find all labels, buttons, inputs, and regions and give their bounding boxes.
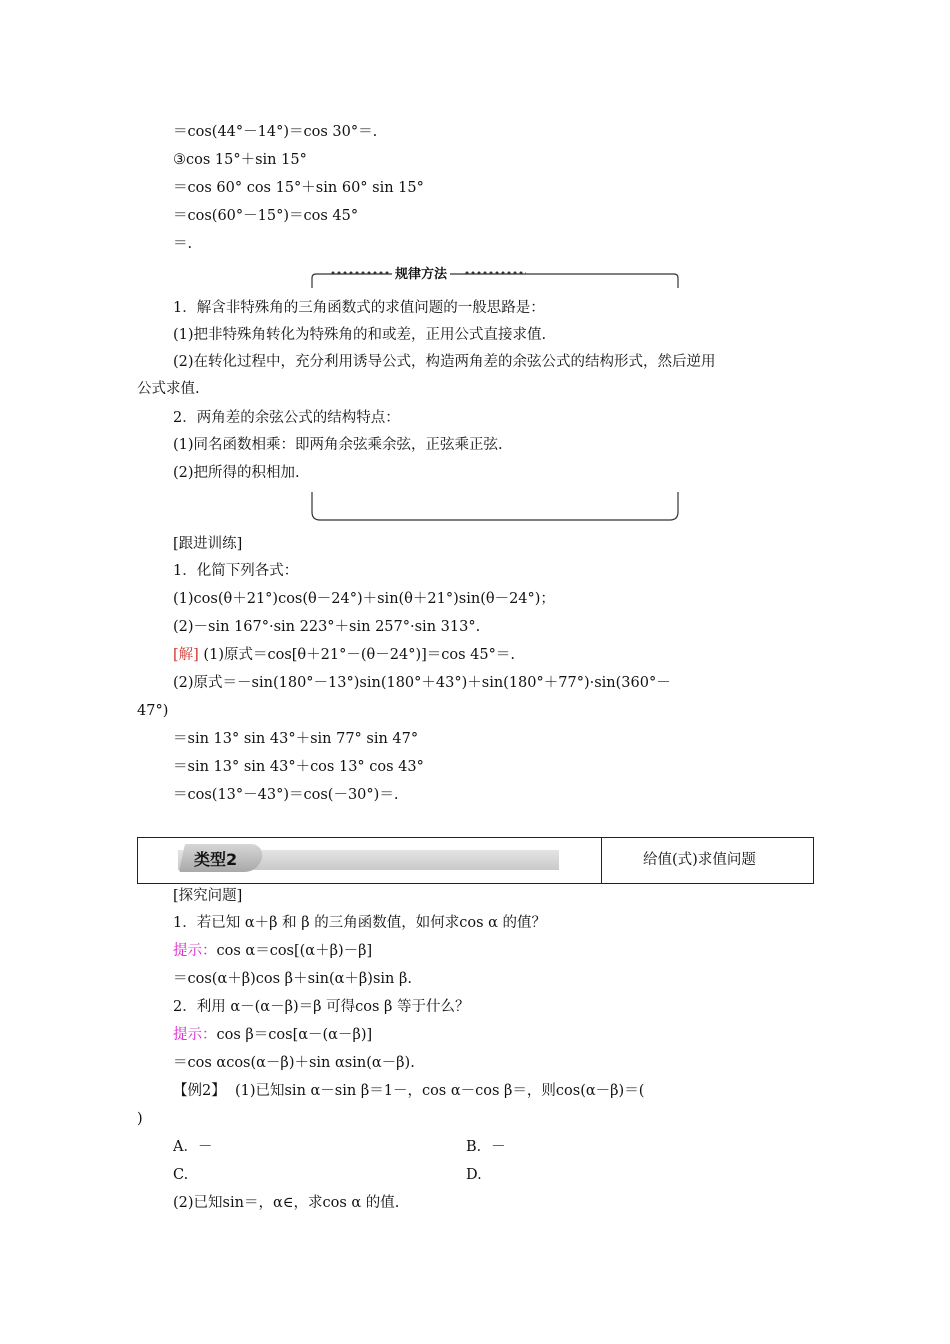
text-line: 1．解含非特殊角的三角函数式的求值问题的一般思路是： (173, 300, 545, 316)
type-divider (601, 838, 602, 883)
example-line: (2)已知sin＝，α∈，求cos α 的值. (173, 1195, 400, 1211)
option-a: A．－ (173, 1139, 213, 1155)
text-line: ＝cos(60°－15°)＝cos 45° (173, 208, 359, 224)
hint-tag: 提示： (173, 943, 217, 959)
solution-line: (2)原式＝－sin(180°－13°)sin(180°＋43°)＋sin(180°＋77°)·sin(360°－ (173, 675, 671, 691)
solution-line: ＝cos(13°－43°)＝cos(－30°)＝. (173, 787, 399, 803)
question-title: 1．化简下列各式： (173, 563, 299, 579)
text-line: 2．两角差的余弦公式的结构特点： (173, 410, 400, 426)
example-line: ) (137, 1111, 143, 1127)
title-dots-left (330, 270, 390, 276)
hint-tag: 提示： (173, 1027, 217, 1043)
text-line: (1)同名函数相乘：即两角余弦乘余弦，正弦乘正弦. (173, 437, 503, 453)
hint-line (173, 941, 372, 961)
text-line: (1)把非特殊角转化为特殊角的和或差，正用公式直接求值. (173, 327, 547, 343)
hint-text: cos β＝cos[α－(α－β)] (216, 1027, 373, 1043)
solution-line: 47°) (137, 703, 169, 719)
title-dots-right (464, 270, 526, 276)
question-line: (2)－sin 167°·sin 223°＋sin 257°·sin 313°. (173, 619, 481, 635)
text-line: ＝cos 60° cos 15°＋sin 60° sin 15° (173, 180, 424, 196)
question-line: 1．若已知 α＋β 和 β 的三角函数值，如何求cos α 的值？ (173, 915, 547, 931)
solution-line: ＝sin 13° sin 43°＋cos 13° cos 43° (173, 759, 424, 775)
type-header (137, 837, 814, 884)
hint-line: ＝cos(α＋β)cos β＋sin(α＋β)sin β. (173, 971, 412, 987)
hint-line: ＝cos αcos(α－β)＋sin αsin(α－β). (173, 1055, 415, 1071)
section-header: [探究问题] (173, 888, 243, 904)
text-line: ＝. (173, 236, 193, 252)
hint-text: cos α＝cos[(α＋β)－β] (216, 943, 373, 959)
question-line: 2．利用 α－(α－β)＝β 可得cos β 等于什么？ (173, 999, 470, 1015)
text-line: (2)把所得的积相加. (173, 465, 300, 481)
section-header: [跟进训练] (173, 536, 243, 552)
text-line: ＝cos(44°－14°)＝cos 30°＝. (173, 124, 378, 140)
text-line: 公式求值. (137, 381, 200, 397)
solution-tag: [解] (173, 647, 199, 663)
text-line: ③cos 15°＋sin 15° (173, 152, 307, 168)
hint-line (173, 1025, 372, 1045)
example-text: (1)已知sin α－sin β＝1－，cos α－cos β＝，则cos(α－β)＝( (225, 1083, 645, 1099)
option-b: B．－ (466, 1139, 506, 1155)
solution-line: ＝sin 13° sin 43°＋sin 77° sin 47° (173, 731, 419, 747)
method-box-title: 规律方法 (392, 263, 450, 282)
question-line: (1)cos(θ＋21°)cos(θ－24°)＋sin(θ＋21°)sin(θ－24°)； (173, 591, 555, 607)
option-d: D. (466, 1167, 482, 1183)
example-line (173, 1081, 644, 1101)
option-c: C. (173, 1167, 189, 1183)
type-topic: 给值(式)求值问题 (643, 852, 756, 868)
solution-line (173, 645, 515, 665)
solution-text: (1)原式＝cos[θ＋21°－(θ－24°)]＝cos 45°＝. (198, 647, 515, 663)
example-tag: 【例2】 (173, 1083, 226, 1099)
text-line: (2)在转化过程中，充分利用诱导公式，构造两角差的余弦公式的结构形式，然后逆用 (173, 354, 716, 370)
type-badge-label: 类型2 (194, 850, 238, 869)
